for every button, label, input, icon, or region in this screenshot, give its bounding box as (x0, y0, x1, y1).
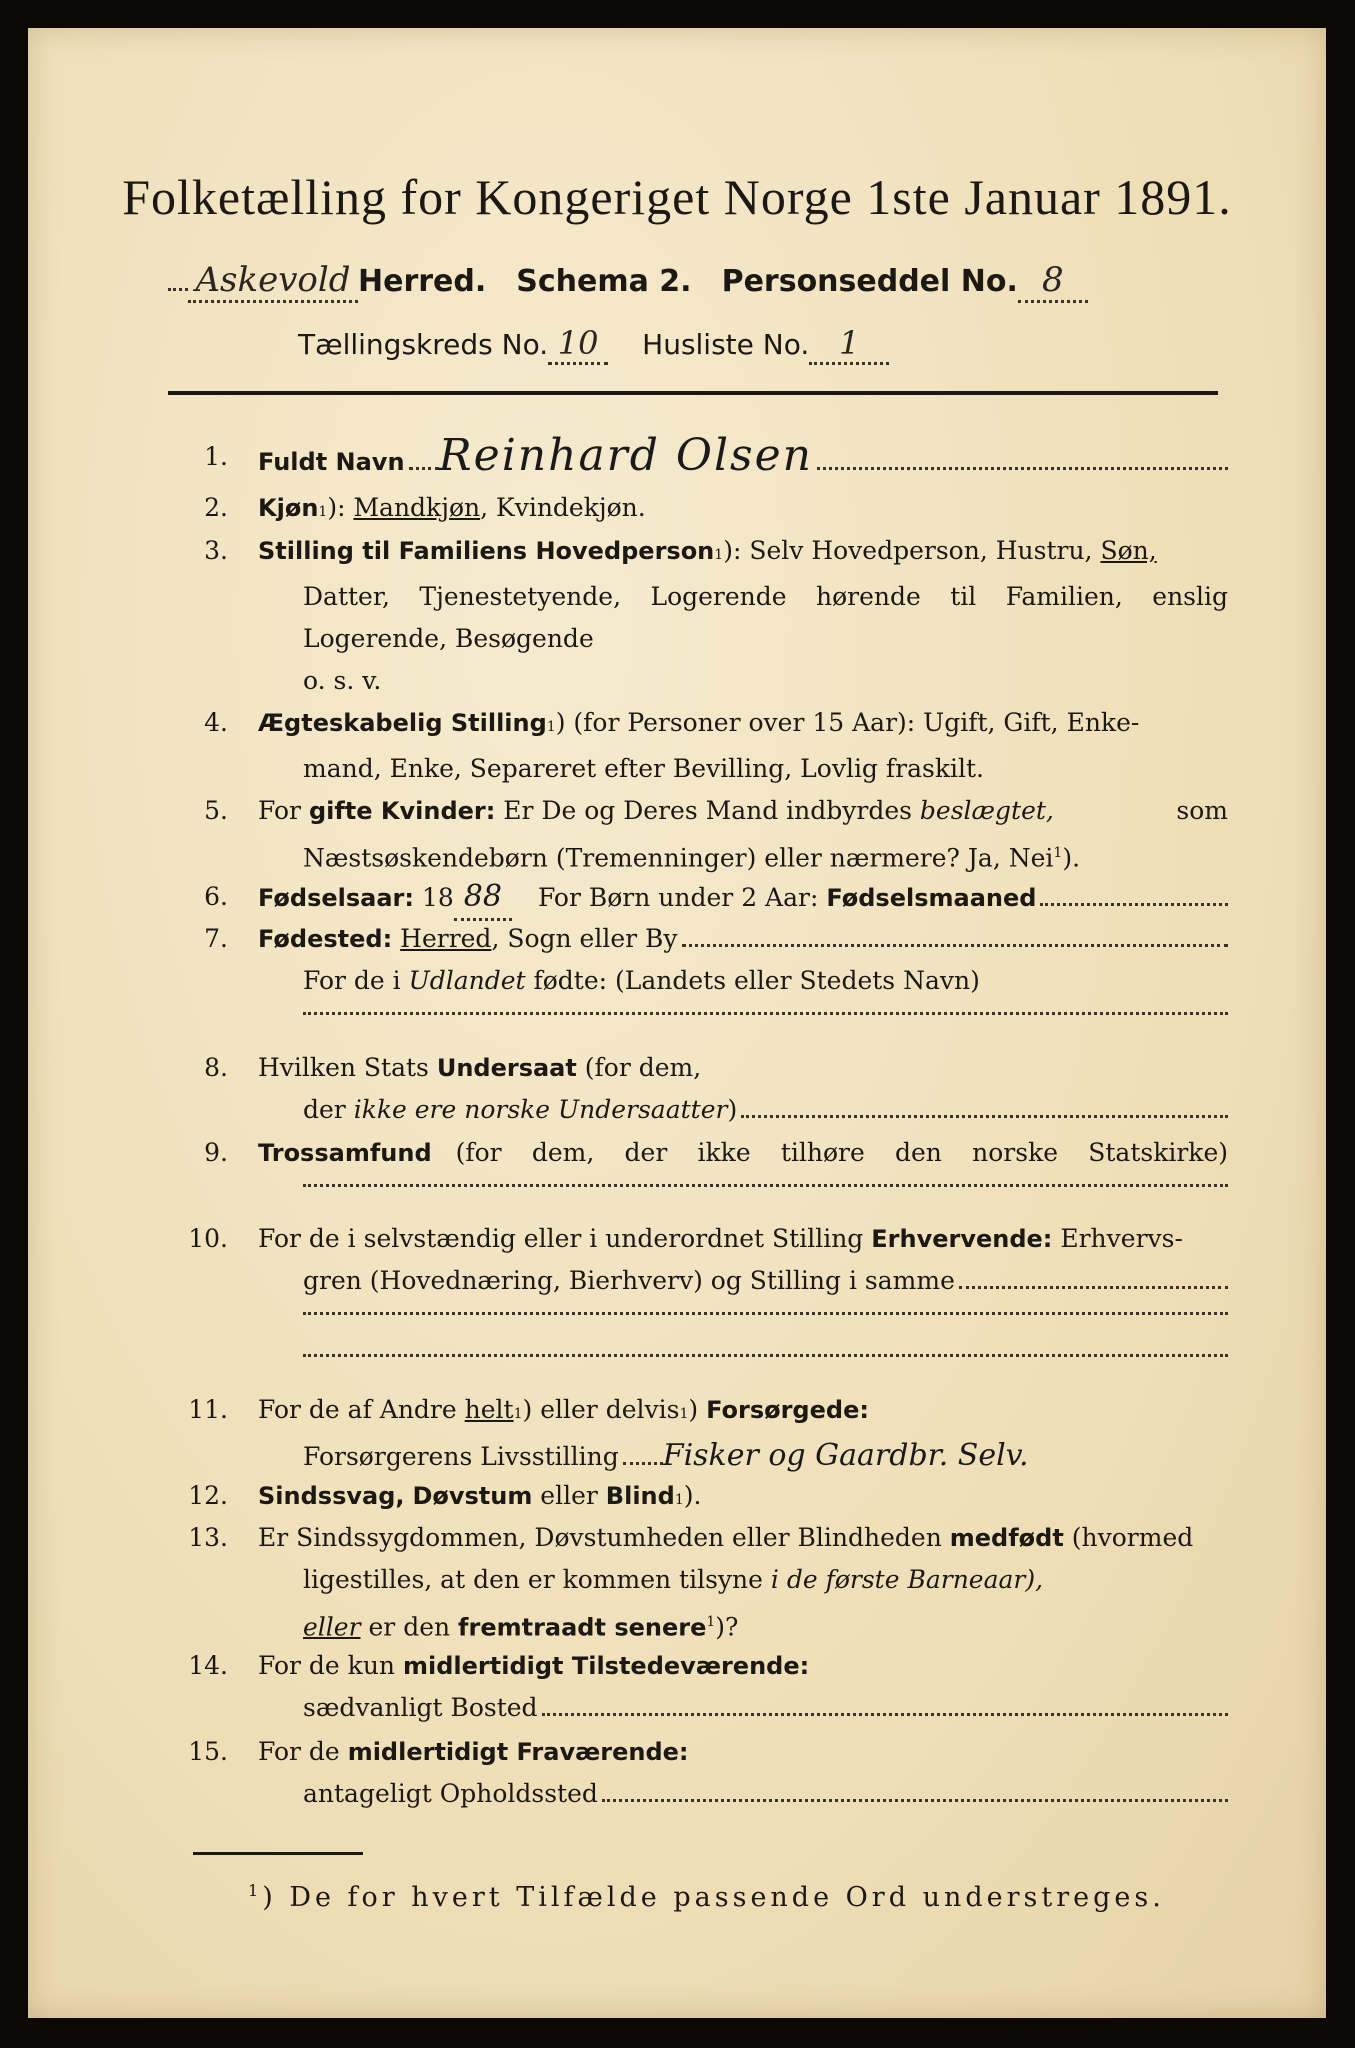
personseddel-label: Personseddel No. (721, 264, 1018, 299)
husliste-label: Husliste No. (642, 328, 810, 361)
birthplace-selected: Herred (400, 924, 492, 953)
marital-status-label: Ægteskabelig Stilling (258, 709, 547, 737)
temporary-absent-label: midlertidigt Fraværende: (347, 1738, 689, 1766)
schema-label: Schema 2. (516, 264, 692, 299)
kreds-label: Tællingskreds No. (298, 328, 549, 361)
footnote-divider (193, 1852, 363, 1855)
birthplace-label: Fødested: (258, 925, 393, 953)
supported-label: Forsørgede: (706, 1396, 869, 1424)
provider-occupation-value: Fisker og Gaardbr. Selv. (662, 1438, 1029, 1473)
supported-fully-selected: helt (464, 1395, 514, 1424)
full-name-value: Reinhard Olsen (438, 430, 813, 481)
full-name-label: Fuldt Navn (258, 448, 405, 476)
header-row-herred (168, 260, 1218, 303)
footnote: $^1$) De for hvert Tilfælde passende Ord understreges. (248, 1881, 1165, 1913)
birth-month-label: Fødselsmaaned (826, 884, 1037, 912)
herred-label: Herred. (358, 264, 487, 299)
form-title: Folketælling for Kongeriget Norge 1ste Januar 1891. (122, 169, 1232, 225)
personseddel-value: 8 (1018, 260, 1088, 303)
temporary-present-label: midlertidigt Tilstedeværende: (402, 1652, 810, 1680)
disability-label: Blind (605, 1482, 675, 1510)
congenital-label: medfødt (949, 1524, 1064, 1552)
herred-value: Askevold (188, 260, 358, 303)
birth-year-label: Fødselsaar: (258, 884, 414, 912)
sex-option-female: Kvindekjøn. (496, 493, 646, 522)
husliste-value: 1 (809, 324, 889, 365)
census-form: Folketælling for Kongeriget Norge 1ste Januar 1891. Askevold Herred. Schema 2. Personseddel No. 8 Tællingskreds No. 10 Husliste No. 1 1. Fuldt Navn Reinhard Olsen 2. Kjøn 1 ): Mandkjøn , Kvindekjøn. 3. Stilling til Familiens Hovedperson 1 ): Selv Hovedperson, Hustru, Søn, Datter, Tjenestetyende, Logerende hørende til Familien, enslig Logerende, Besøgende o. s. v. 4. Ægteskabelig Stilling 1 ) (for Personer over 15 Aar): Ugift, Gift, Enke- mand, Enke, Separeret efter Bevilling, Lovlig fraskilt. 5. For gifte Kvinder: Er De og Deres Mand indbyrdes beslægtet, som Næstsøskendebørn (Tremenninger) eller nærmere? Ja, Nei$^1$). 6. Fødselsaar: 18 88 For Børn under 2 Aar: Fødselsmaaned 7. Fødested: Herred , Sogn eller By For de i Udlandet fødte: (Landets eller Stedets Navn) 8. Hvilken Stats Undersaat (for dem, der ikke ere norske Undersaatter ) 9. Trossamfund (for dem, der ikke tilhøre den norske Statskirke) 10. For de i selvstændig eller i underordnet Stilling Erhvervende: Erhvervs- gren (Hovednæring, Bierhverv) og Stilling i samme 11. For de af Andre helt 1 ) eller delvis 1 ) Forsørgede: Forsørgerens Livsstilling Fisker og Gaardbr. Selv. 12. Sindssvag, Døvstum eller Blind 1 ). 13. Er Sindssygdommen, Døvstumheden eller Blindheden medfødt (hvormed ligestilles, at den er kommen tilsyne i de første Barneaar), eller er den fremtraadt senere$^1$)? 14. For de kun midlertidigt Tilstedeværende: sædvanligt Bosted 15. For de midlertidigt Fraværende: antageligt Opholdssted $^1$) De for hvert Tilfælde passende Ord understreges. (28, 28, 1326, 2018)
sex-label: Kjøn (258, 494, 319, 522)
family-position-label: Stilling til Familiens Hovedperson (258, 537, 715, 565)
kreds-value: 10 (548, 324, 608, 365)
married-women-label: gifte Kvinder: (308, 797, 496, 825)
sex-option-male: Mandkjøn (353, 493, 481, 522)
citizenship-label: Undersaat (436, 1054, 577, 1082)
family-position-selected: Søn, (1100, 536, 1157, 565)
religion-label: Trossamfund (258, 1139, 432, 1167)
occupation-label: Erhvervende: (871, 1225, 1053, 1253)
birth-year-value: 88 (454, 876, 512, 921)
header-divider (168, 391, 1218, 395)
header-row-kreds (298, 324, 1098, 365)
